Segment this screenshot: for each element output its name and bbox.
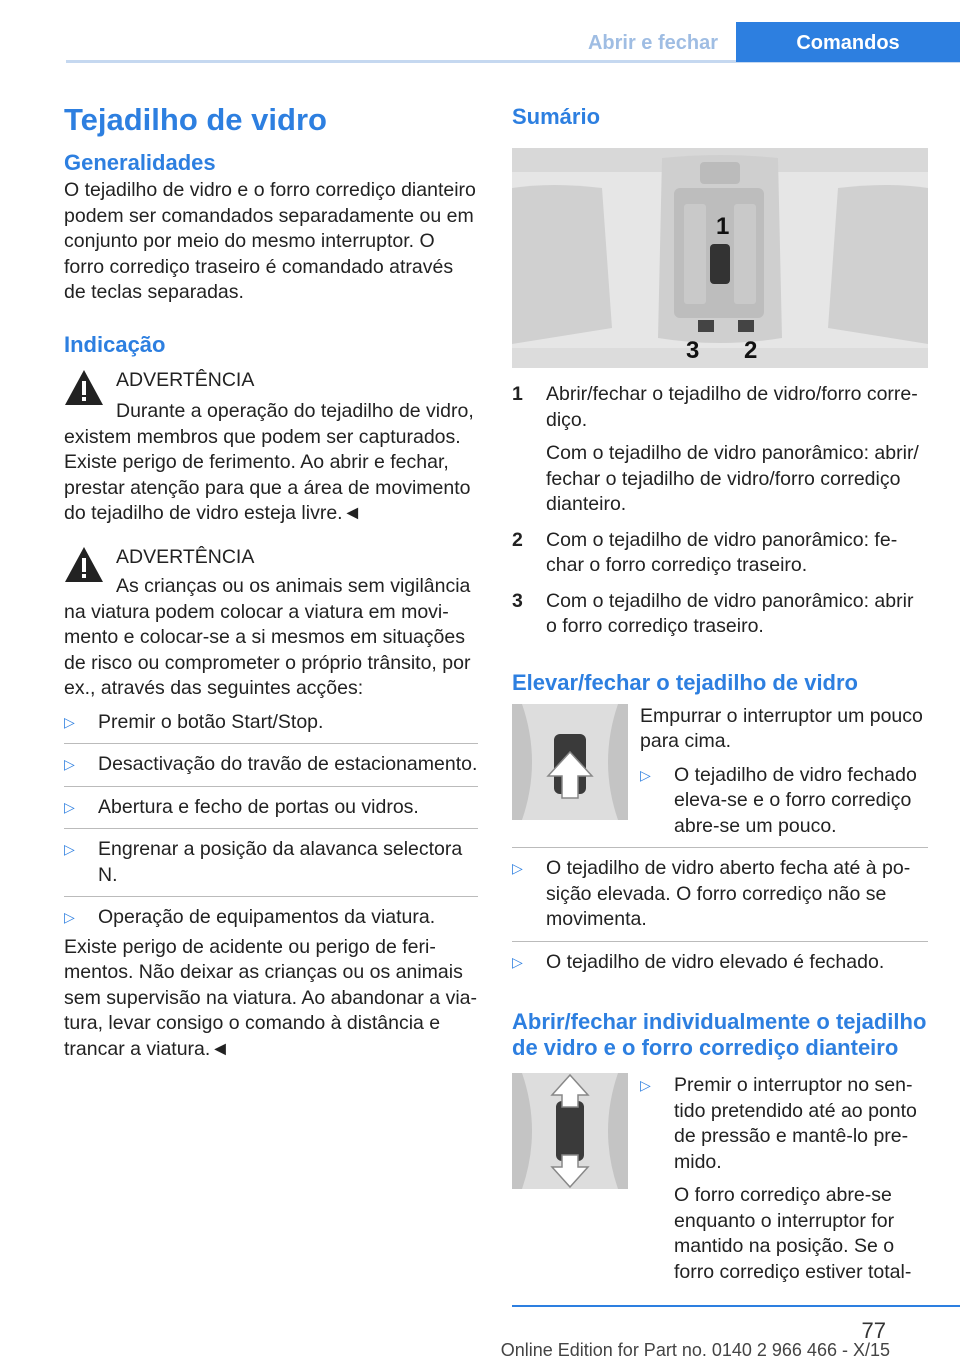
general-heading: Generalidades [64, 150, 216, 175]
warning-icon [64, 545, 104, 585]
list-item: ▷ O tejadilho de vidro aberto fecha até à posição elevada. O forro corrediço não se movimenta. [512, 856, 928, 933]
warning-text-2: As crianças ou os animais sem vigilância na viatura podem colocar a viatura em movimento e colocar-se a si mesmos em situações de risco ou comprometer o próprio trânsito, por ex., através das seguintes acções: [64, 575, 471, 699]
roof-console-image [512, 148, 928, 368]
list-item: ▷ Engrenar a posição da alavanca selectora N. [64, 837, 478, 888]
list-item: 1 Abrir/fechar o tejadilho de vidro/forro corrediço. Com o tejadilho de vidro panorâmico: abrir/ fechar o tejadilho de vidro/forro corrediço dianteiro. [512, 383, 919, 515]
right-column [512, 96, 928, 1285]
switch-up-image [512, 704, 628, 820]
warning-closing: Existe perigo de acidente ou perigo de ferimentos. Não deixar as crianças ou os animais sem supervisão na viatura. Ao abandonar a viatura, levar consigo o comando à distância e trancar a viatura.◄ [64, 935, 478, 1060]
switch-updown-image [512, 1073, 628, 1189]
warning-text-1: Durante a operação do tejadilho de vidro, existem membros que podem ser capturados. Existe perigo de ferimento. Ao abrir e fechar, prestar atenção para que a área de movimento do tejadilho de vidro esteja livre.◄ [64, 400, 474, 524]
raise-intro: Empurrar o interruptor um pouco para cima. [640, 704, 923, 752]
warning-bullets [64, 710, 478, 931]
image-label-1: 1 [716, 213, 730, 240]
image-label-2: 2 [744, 337, 758, 364]
raise-section [512, 704, 928, 840]
note-heading: Indicação [64, 331, 166, 357]
image-label-3: 3 [686, 337, 700, 364]
triangle-bullet-icon: ▷ [64, 756, 75, 772]
list-item: ▷ Abertura e fecho de portas ou vidros. [64, 795, 478, 821]
header-chapter-tab[interactable]: Comandos [736, 22, 960, 62]
page-title: Tejadilho de vidro [64, 102, 327, 137]
footer-rule [512, 1305, 960, 1307]
triangle-bullet-icon: ▷ [64, 841, 75, 857]
open-heading: Abrir/fechar individualmente o tejadilho de vidro e o forro corrediço dianteiro [512, 1009, 927, 1060]
list-item: ▷ O tejadilho de vidro elevado é fechado. [512, 950, 928, 976]
list-item: ▷ O tejadilho de vidro fechado eleva-se e o forro corrediço abre-se um pouco. [640, 763, 928, 840]
warning-icon [64, 368, 104, 408]
raise-heading: Elevar/fechar o tejadilho de vidro [512, 669, 858, 695]
left-column [64, 96, 478, 1062]
triangle-bullet-icon: ▷ [512, 953, 523, 970]
triangle-bullet-icon: ▷ [64, 909, 75, 925]
triangle-bullet-icon: ▷ [64, 798, 75, 815]
header-section-tab[interactable]: Abrir e fechar [587, 32, 719, 54]
list-item: 3 Com o tejadilho de vidro panorâmico: abrir o forro corrediço traseiro. [512, 589, 914, 637]
warning-block-1 [64, 368, 478, 527]
open-section [512, 1073, 928, 1285]
triangle-bullet-icon: ▷ [640, 766, 651, 783]
triangle-bullet-icon: ▷ [64, 713, 75, 730]
general-text: O tejadilho de vidro e o forro corrediço dianteiro podem ser comandados separadamente ou em conjunto por meio do mesmo interruptor. O forro corrediço traseiro é comandado através de teclas separadas. [64, 179, 476, 303]
list-item: ▷ Operação de equipamentos da viatura. [64, 905, 478, 931]
list-item: 2 Com o tejadilho de vidro panorâmico: fechar o forro corrediço traseiro. [512, 528, 898, 576]
warning-title: ADVERTÊNCIA [116, 545, 255, 568]
summary-heading: Sumário [512, 104, 601, 129]
warning-title: ADVERTÊNCIA [116, 368, 255, 391]
triangle-bullet-icon: ▷ [512, 860, 523, 876]
warning-block-2 [64, 545, 478, 702]
list-item: ▷ Premir o botão Start/Stop. [64, 710, 478, 736]
footer-edition: Online Edition for Part no. 0140 2 966 466 - X/15 [500, 1340, 890, 1360]
page-number: 77 [861, 1318, 886, 1343]
open-follow-text: O forro corrediço abre-se enquanto o interruptor for mantido na posição. Se o forro corrediço estiver total- [674, 1184, 912, 1283]
list-item: ▷ Desactivação do travão de estacionamento. [64, 752, 478, 778]
list-item: ▷ Premir o interruptor no sentido pretendido até ao ponto de pressão e mantê-lo premido. [640, 1073, 928, 1175]
triangle-bullet-icon: ▷ [640, 1077, 651, 1093]
